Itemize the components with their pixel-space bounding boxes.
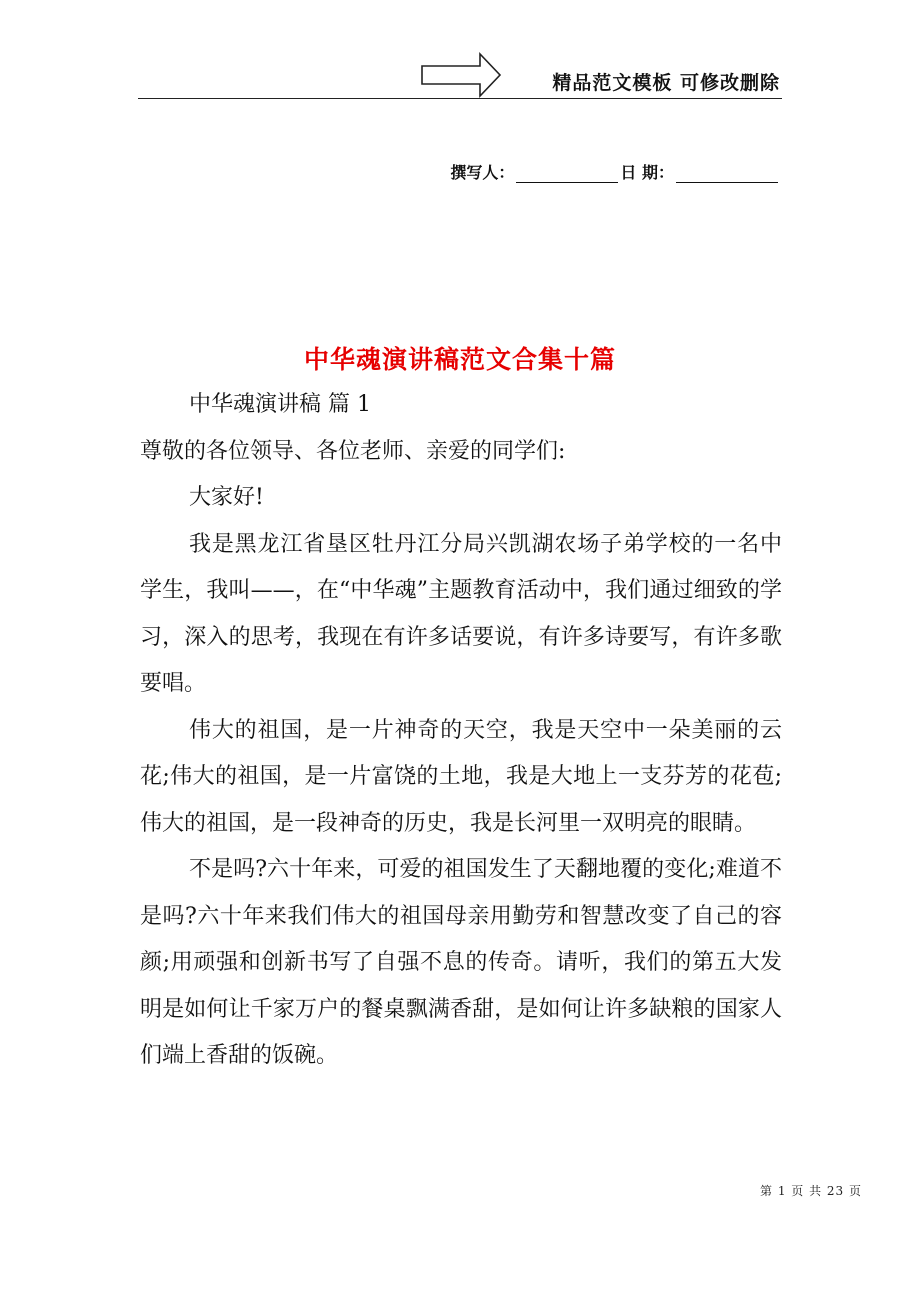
page-header <box>138 52 782 99</box>
document-title: 中华魂演讲稿范文合集十篇 <box>303 345 616 374</box>
salutation: 尊敬的各位领导、各位老师、亲爱的同学们: <box>140 438 566 464</box>
body-paragraph-2: 伟大的祖国，是一片神奇的天空，我是天空中一朵美丽的云花;伟大的祖国，是一片富饶的土地，我是大地上一支芬芳的花苞;伟大的祖国，是一段神奇的历史，我是长河里一双明亮的眼睛。 <box>140 717 782 836</box>
right-arrow-outline-icon <box>420 52 502 98</box>
body-paragraph-3: 不是吗?六十年来，可爱的祖国发生了天翻地覆的变化;难道不是吗?六十年来我们伟大的祖国母亲用勤劳和智慧改变了自己的容颜;用顽强和创新书写了自强不息的传奇。请听，我们的第五大发明是如何让千家万户的餐桌飘满香甜，是如何让许多缺粮的国家人们端上香甜的饭碗。 <box>140 857 782 1068</box>
author-blank <box>516 164 618 183</box>
section-heading: 中华魂演讲稿 篇 1 <box>189 392 371 417</box>
greeting: 大家好! <box>189 485 264 510</box>
date-blank <box>676 164 778 183</box>
author-date-line <box>450 160 780 183</box>
date-label: 日 期： <box>620 163 674 182</box>
page-number-footer: 第 1 页 共 23 页 <box>760 1184 862 1198</box>
body-paragraph-1: 我是黑龙江省垦区牡丹江分局兴凯湖农场子弟学校的一名中学生，我叫——，在“中华魂”主题教育活动中，我们通过细致的学习，深入的思考，我现在有许多话要说，有许多诗要写，有许多歌要唱。 <box>140 531 782 696</box>
document-body <box>140 382 782 1080</box>
author-label: 撰写人： <box>450 163 515 182</box>
header-label: 精品范文模板 可修改删除 <box>552 72 780 94</box>
